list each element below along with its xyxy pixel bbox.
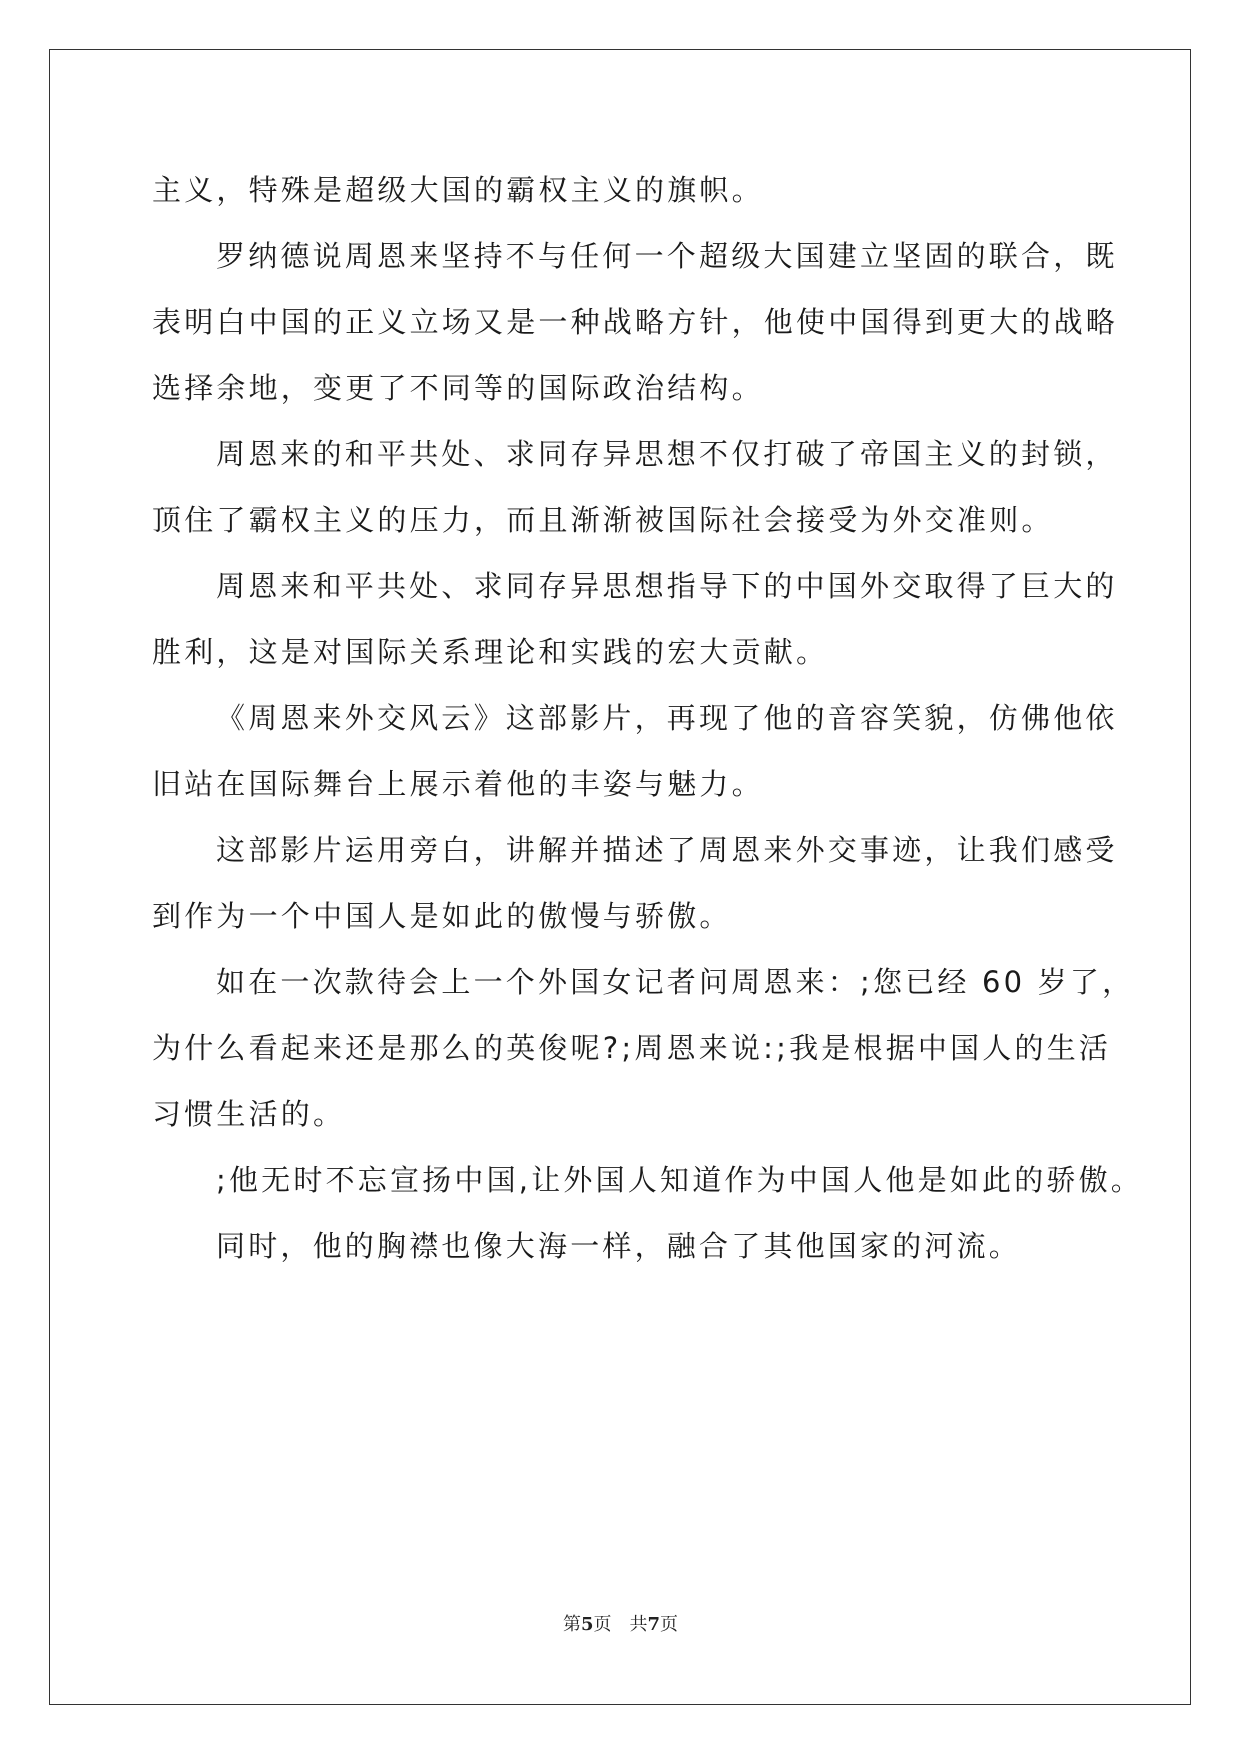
text-line: 这部影片运用旁白，讲解并描述了周恩来外交事迹，让我们感受 [216, 833, 1118, 867]
text-line: 选择余地，变更了不同等的国际政治结构。 [152, 371, 764, 405]
text-line: 主义，特殊是超级大国的霸权主义的旗帜。 [152, 173, 764, 207]
text-line: 顶住了霸权主义的压力，而且渐渐被国际社会接受为外交准则。 [152, 503, 1054, 537]
page-prefix: 第 [562, 1614, 581, 1635]
text-line: 习惯生活的。 [152, 1097, 346, 1131]
text-line: 同时，他的胸襟也像大海一样，融合了其他国家的河流。 [216, 1229, 1022, 1263]
document-body [152, 160, 1143, 1282]
text-line: 周恩来和平共处、求同存异思想指导下的中国外交取得了巨大的 [216, 569, 1118, 603]
text-line: 周恩来的和平共处、求同存异思想不仅打破了帝国主义的封锁， [216, 437, 1118, 471]
page-footer [0, 1610, 1241, 1636]
total-suffix: 页 [660, 1614, 679, 1635]
page-total: 7 [647, 1614, 661, 1635]
text-line: 《周恩来外交风云》这部影片，再现了他的音容笑貌，仿佛他依 [216, 701, 1118, 735]
text-line: 罗纳德说周恩来坚持不与任何一个超级大国建立坚固的联合，既 [216, 239, 1118, 273]
text-line: 如在一次款待会上一个外国女记者问周恩来：;您已经 60 岁了， [216, 965, 1135, 999]
text-line: 旧站在国际舞台上展示着他的丰姿与魅力。 [152, 767, 764, 801]
text-line: 到作为一个中国人是如此的傲慢与骄傲。 [152, 899, 732, 933]
text-line: 为什么看起来还是那么的英俊呢?;周恩来说:;我是根据中国人的生活 [152, 1031, 1112, 1065]
text-line: 胜利，这是对国际关系理论和实践的宏大贡献。 [152, 635, 829, 669]
page-suffix: 页 [593, 1614, 612, 1635]
text-line: 表明白中国的正义立场又是一种战略方针，他使中国得到更大的战略 [152, 305, 1119, 339]
page-current: 5 [580, 1614, 594, 1635]
text-line: ;他无时不忘宣扬中国,让外国人知道作为中国人他是如此的骄傲。 [216, 1163, 1143, 1197]
total-prefix: 共 [629, 1614, 648, 1635]
